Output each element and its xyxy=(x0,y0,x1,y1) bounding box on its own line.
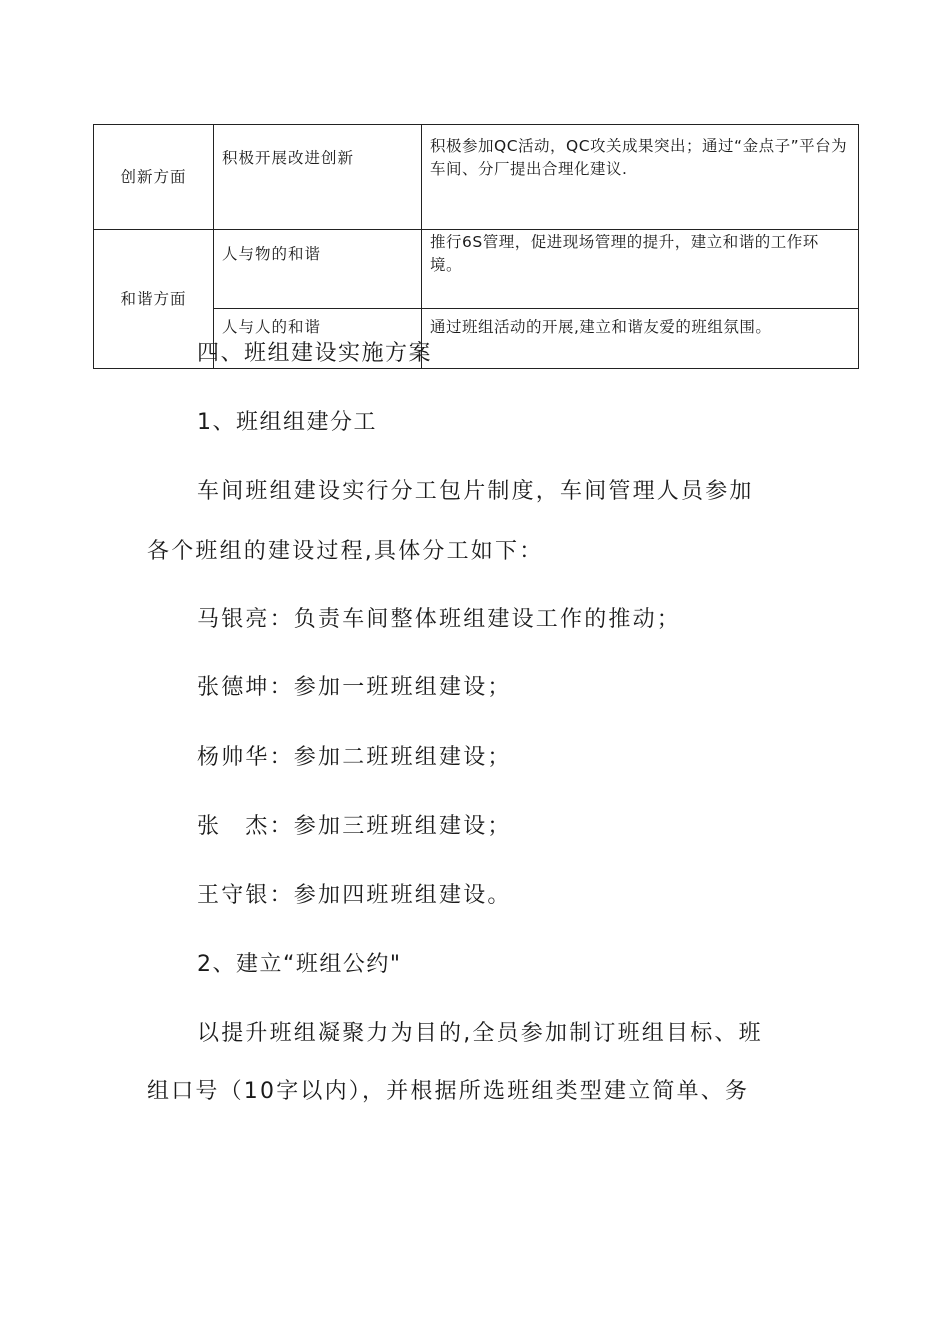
item-cell: 人与人的和谐 xyxy=(214,309,422,369)
category-cell: 和谐方面 xyxy=(94,230,214,369)
assignment-item: 张德坤：参加一班班组建设； xyxy=(197,675,512,700)
goals-table xyxy=(93,124,859,369)
paragraph-line: 各个班组的建设过程,具体分工如下： xyxy=(147,539,544,564)
description-cell: 积极参加QC活动，QC攻关成果突出；通过“金点子”平台为车间、分厂提出合理化建议. xyxy=(422,125,859,230)
assignment-item: 张 杰：参加三班班组建设； xyxy=(197,814,512,839)
subsection-title: 2、建立“班组公约" xyxy=(197,952,402,977)
item-cell: 人与物的和谐 xyxy=(214,230,422,309)
assignment-item: 王守银：参加四班班组建设。 xyxy=(197,883,512,908)
table-row xyxy=(94,230,859,309)
subsection-title: 1、班组组建分工 xyxy=(197,410,377,435)
paragraph-line: 车间班组建设实行分工包片制度，车间管理人员参加 xyxy=(197,479,754,504)
description-cell: 推行6S管理，促进现场管理的提升，建立和谐的工作环境。 xyxy=(422,230,859,309)
paragraph-line: 以提升班组凝聚力为目的,全员参加制订班组目标、班 xyxy=(197,1021,763,1046)
item-cell: 积极开展改进创新 xyxy=(214,125,422,230)
paragraph-line: 组口号（10字以内），并根据所选班组类型建立简单、务 xyxy=(147,1079,750,1104)
assignment-item: 杨帅华：参加二班班组建设； xyxy=(197,745,512,770)
section-title: 四、班组建设实施方案 xyxy=(197,341,433,366)
description-cell: 通过班组活动的开展,建立和谐友爱的班组氛围。 xyxy=(422,309,859,369)
category-cell: 创新方面 xyxy=(94,125,214,230)
table-row xyxy=(94,125,859,230)
assignment-item: 马银亮：负责车间整体班组建设工作的推动； xyxy=(197,607,682,632)
